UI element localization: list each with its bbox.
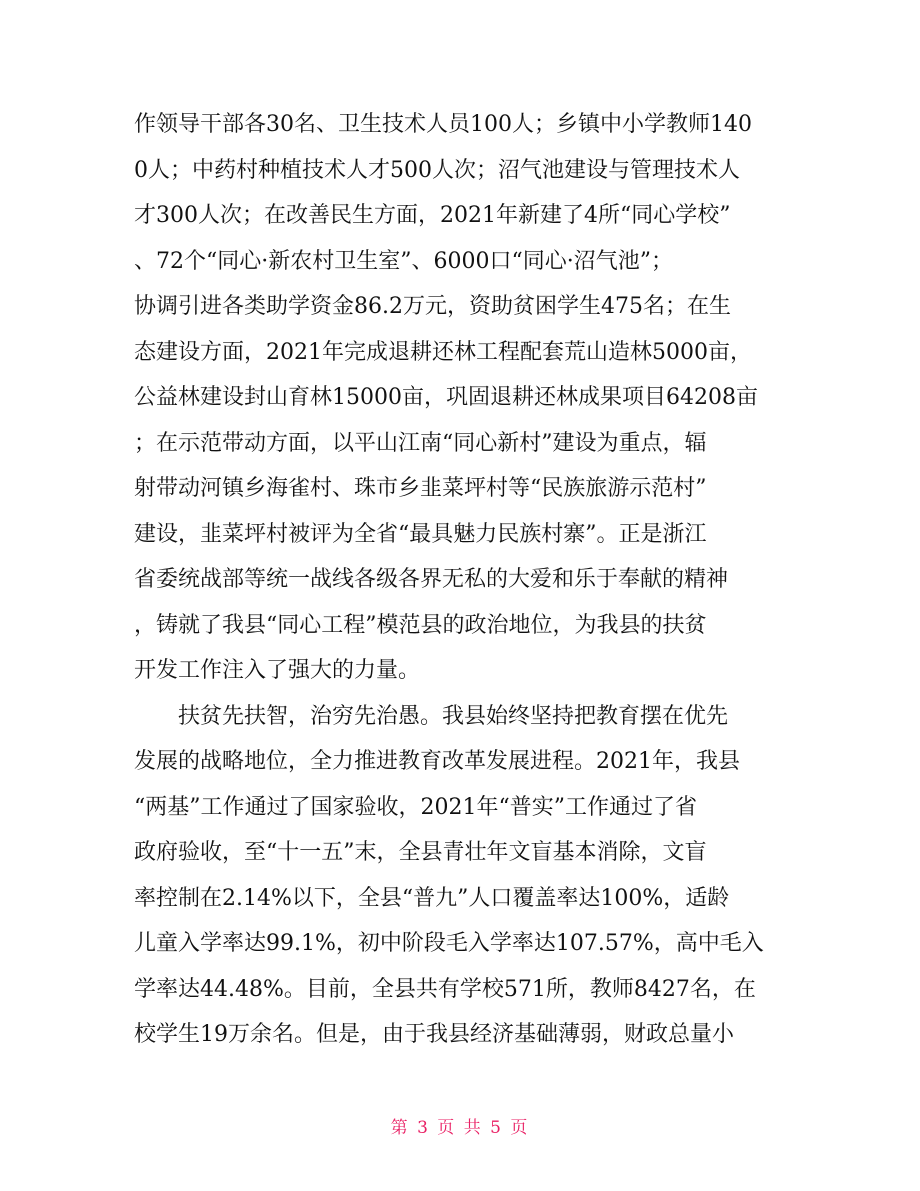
text-line-11: 省委统战部等统一战线各级各界无私的大爱和乐于奉献的精神 <box>134 567 729 592</box>
text-line-5: 协调引进各类助学资金86.2万元，资助贫困学生475名；在生 <box>134 294 731 319</box>
text-line-10: 建设，韭菜坪村被评为全省“最具魅力民族村寨”。正是浙江 <box>134 521 707 547</box>
text-line-12: ，铸就了我县“同心工程”模范县的政治地位，为我县的扶贫 <box>134 612 707 638</box>
text-line-20: 学率达44.48%。目前，全县共有学校571所，教师8427名，在 <box>134 976 756 1002</box>
text-line-13: 开发工作注入了强大的力量。 <box>134 658 421 683</box>
text-line-17: 政府验收，至“十一五”末，全县青壮年文盲基本消除，文盲 <box>134 840 707 865</box>
text-line-14: 扶贫先扶智，治穷先治愚。我县始终坚持把教育摆在优先 <box>134 703 729 729</box>
page-number-footer: 第 3 页 共 5 页 <box>390 1118 530 1138</box>
text-line-3: 才300人次；在改善民生方面，2021年新建了4所“同心学校” <box>134 203 731 228</box>
text-line-8: ；在示范带动方面，以平山江南“同心新村”建设为重点，辐 <box>134 430 707 456</box>
text-line-9: 射带动河镇乡海雀村、珠市乡韭菜坪村等“民族旅游示范村” <box>134 476 707 501</box>
text-line-21: 校学生19万余名。但是，由于我县经济基础薄弱，财政总量小 <box>134 1022 734 1047</box>
text-line-7: 公益林建设封山育林15000亩，巩固退耕还林成果项目64208亩 <box>134 385 758 410</box>
text-line-2: 0人；中药村种植技术人才500人次；沼气池建设与管理技术人 <box>134 157 740 183</box>
text-line-6: 态建设方面，2021年完成退耕还林工程配套荒山造林5000亩， <box>134 339 752 365</box>
text-line-19: 儿童入学率达99.1%，初中阶段毛入学率达107.57%，高中毛入 <box>134 931 764 956</box>
text-line-15: 发展的战略地位，全力推进教育改革发展进程。2021年，我县 <box>134 749 740 774</box>
text-line-1: 作领导干部各30名、卫生技术人员100人；乡镇中小学教师140 <box>134 112 752 137</box>
text-line-16: “两基”工作通过了国家验收，2021年“普实”工作通过了省 <box>134 794 697 820</box>
text-line-18: 率控制在2.14%以下，全县“普九”人口覆盖率达100%，适龄 <box>134 885 730 911</box>
body-text <box>134 102 786 1058</box>
text-line-4: 、72个“同心·新农村卫生室”、6000口“同心·沼气池”； <box>134 248 673 274</box>
